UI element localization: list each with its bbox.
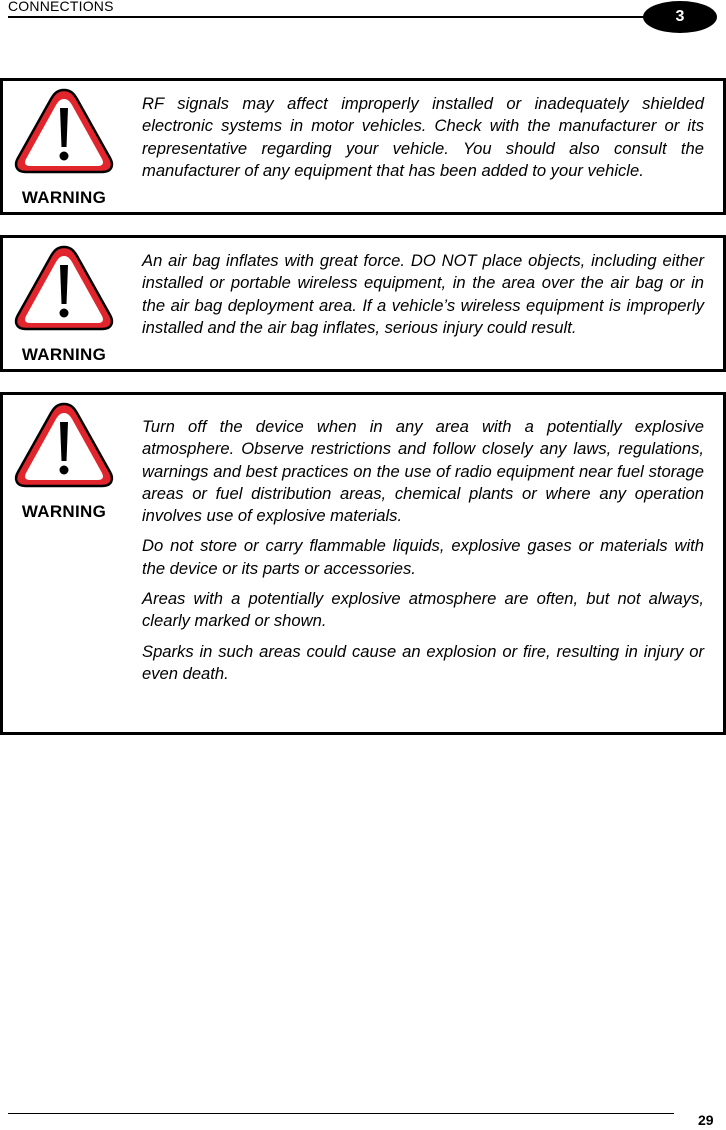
warning-paragraph: An air bag inflates with great force. DO NOT place objects, including either installed or portable wireless equipment, in the area over the air bag or in the air bag deployment area. If a vehicle’s wireless equipment is improperly installed and the air bag inflates, serious injury could result. — [142, 251, 704, 337]
warning-triangle-icon — [11, 241, 117, 335]
warning-paragraph: Areas with a potentially explosive atmosphere are often, but not always, clearly marked or shown. — [142, 589, 704, 631]
warning-paragraph: Do not store or carry flammable liquids, explosive gases or materials with the device or its parts or accessories. — [142, 536, 704, 578]
warning-text — [142, 93, 704, 190]
warning-label: WARNING — [21, 345, 107, 364]
warning-paragraph: Sparks in such areas could cause an explosion or fire, resulting in injury or even death. — [142, 641, 704, 683]
warning-box-air-bag — [0, 235, 726, 372]
warning-triangle-icon — [11, 84, 117, 178]
warning-text — [142, 416, 704, 693]
warning-triangle-icon — [11, 398, 117, 492]
warning-side — [9, 241, 119, 365]
warning-side — [9, 398, 119, 522]
page-number: 29 — [698, 1112, 714, 1128]
warning-label: WARNING — [21, 188, 107, 207]
section-title: CONNECTIONS — [8, 0, 114, 14]
warning-side — [9, 84, 119, 208]
warning-paragraph: Turn off the device when in any area with a potentially explosive atmosphere. Observe restrictions and follow closely any laws, regulations, warnings and best practices on the use of radio equipment near fuel storage areas or fuel distribution areas, chemical plants or where any operation involves use of explosive materials. — [142, 417, 704, 526]
footer-divider — [8, 1113, 674, 1114]
warning-box-rf-signals — [0, 78, 726, 215]
chapter-badge: 3 — [643, 1, 717, 33]
warning-paragraph: RF signals may affect improperly installed or inadequately shielded electronic systems in motor vehicles. Check with the manufacturer or its representative regarding your vehicle. You should also consult the manufacturer of any equipment that has been added to your vehicle. — [142, 94, 704, 180]
header-divider — [8, 16, 648, 18]
warning-box-explosive-atmosphere — [0, 392, 726, 735]
warning-text — [142, 250, 704, 347]
warning-label: WARNING — [21, 502, 107, 521]
